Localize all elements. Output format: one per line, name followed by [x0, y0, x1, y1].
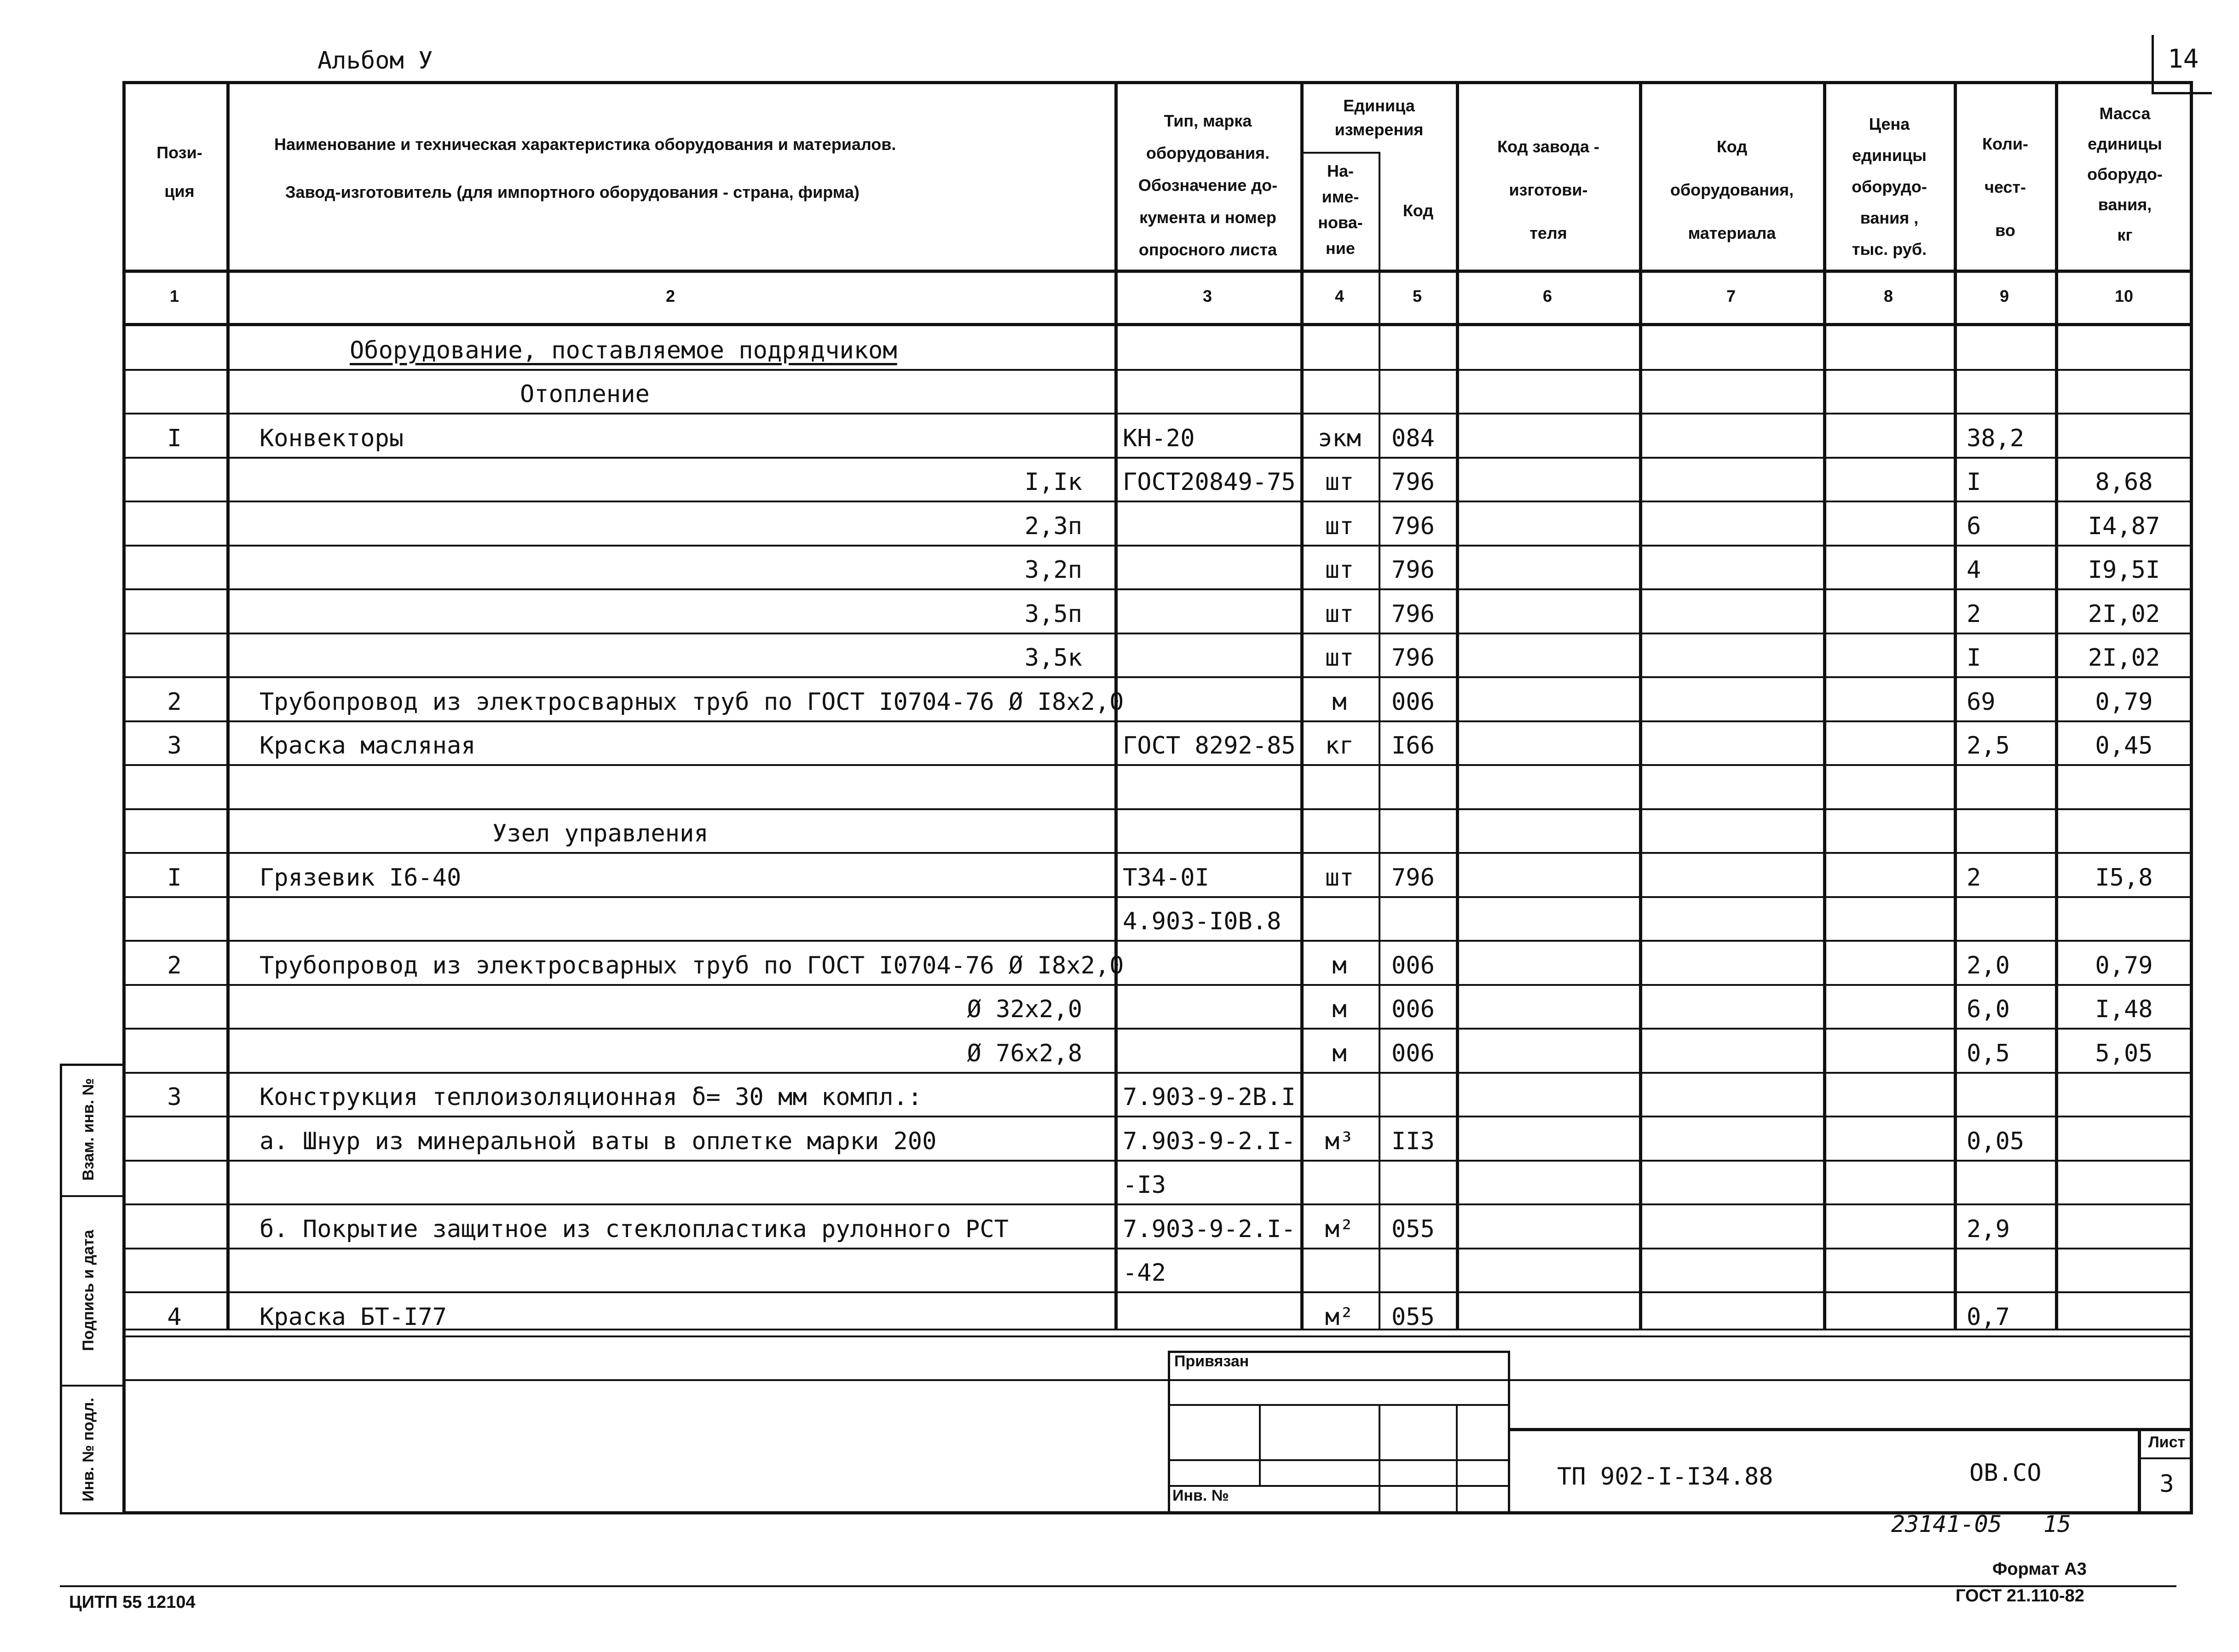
colnum-5: 5	[1412, 287, 1422, 305]
cell-name: Оборудование, поставляемое подрядчиком	[350, 336, 897, 364]
cell-type: 4.903-I0В.8	[1123, 908, 1281, 935]
cell-unit: м	[1332, 688, 1347, 716]
cell-name: Узел управления	[492, 820, 709, 847]
sheet-label: Лист	[2148, 1433, 2186, 1451]
cell-name: Отопление	[520, 380, 650, 408]
sheet-code: ОВ.СО	[1969, 1459, 2042, 1487]
corner-number: 14	[2168, 44, 2199, 74]
cell-code: 796	[1391, 556, 1435, 584]
cell-mass: I,48	[2095, 996, 2153, 1023]
doc-code: ТП 902-I-I34.88	[1557, 1463, 1773, 1491]
side-label-vzam: Взам. инв. №	[80, 1078, 97, 1181]
row-separator	[122, 501, 2193, 502]
cell-code: 006	[1391, 1039, 1435, 1067]
cell-unit: шт	[1325, 863, 1354, 892]
cell-qty: 6	[1967, 512, 1981, 540]
row-separator	[122, 1248, 2193, 1249]
cell-mass: 8,68	[2095, 468, 2153, 496]
header-factory-code: Код завода - изготови- теля	[1497, 137, 1599, 242]
cell-name: 3,2п	[1024, 556, 1082, 584]
header-mass: Масса единицы оборудо- вания, кг	[2087, 104, 2163, 244]
cell-qty: 6,0	[1967, 996, 2010, 1023]
header-quantity: Коли- чест- во	[1982, 134, 2029, 240]
cell-mass: 5,05	[2095, 1039, 2153, 1067]
album-label: Альбом У	[317, 47, 433, 75]
cell-mass: I5,8	[2095, 863, 2153, 892]
row-separator	[122, 720, 2193, 722]
cell-name: Ø 32x2,0	[967, 996, 1082, 1023]
cell-type: КН-20	[1123, 424, 1195, 452]
row-separator	[122, 808, 2193, 810]
header-name-line2: Завод-изготовитель (для импортного оборудования - страна, фирма)	[285, 183, 860, 201]
cell-unit: шт	[1325, 512, 1354, 540]
cell-mass: I4,87	[2088, 512, 2160, 540]
cell-name: Конвекторы	[260, 424, 404, 452]
side-label-podpis: Подпись и дата	[80, 1230, 97, 1351]
row-separator	[122, 1291, 2193, 1293]
cell-type: 7.903-9-2В.I	[1123, 1083, 1296, 1111]
header-price: Цена единицы оборудо- вания , тыс. руб.	[1852, 115, 1927, 259]
cell-code: 055	[1391, 1303, 1435, 1331]
sheet-number: 3	[2159, 1470, 2174, 1498]
cell-pos: 3	[167, 1083, 182, 1111]
cell-name: 2,3п	[1024, 512, 1082, 540]
header-type: Тип, марка оборудования. Обозначение до- кумента и номер опросного листа	[1138, 111, 1278, 259]
cell-qty: 2,5	[1967, 732, 2010, 760]
gost-label: ГОСТ 21.110-82	[1956, 1586, 2084, 1606]
header-unit-name: На- име- нова- ние	[1318, 161, 1363, 258]
cell-name: а. Шнур из минеральной ваты в оплетке марки 200	[260, 1127, 937, 1155]
cell-mass: 0,79	[2095, 688, 2153, 716]
cell-unit: м²	[1325, 1215, 1354, 1243]
cell-qty: I	[1967, 644, 1981, 672]
tsitp-label: ЦИТП 55 12104	[69, 1593, 196, 1612]
format-label: Формат А3	[1992, 1560, 2087, 1579]
cell-type: ГОСТ20849-75	[1123, 468, 1296, 496]
cell-unit: м	[1332, 1039, 1347, 1067]
row-separator	[122, 1379, 2193, 1381]
cell-name: Ø 76x2,8	[967, 1039, 1082, 1067]
side-label-inv-podl: Инв. № подл.	[80, 1398, 97, 1502]
cell-pos: I	[167, 863, 182, 892]
cell-code: 796	[1391, 863, 1435, 892]
cell-qty: 69	[1967, 688, 1996, 716]
colnum-4: 4	[1334, 287, 1345, 305]
cell-qty: 38,2	[1967, 424, 2025, 452]
cell-name: Краска масляная	[260, 732, 476, 760]
cell-type: Т34-0I	[1123, 863, 1209, 892]
cell-code: I66	[1391, 732, 1435, 760]
cell-code: 796	[1391, 468, 1435, 496]
cell-mass: I9,5I	[2088, 556, 2160, 584]
row-separator	[122, 1203, 2193, 1205]
cell-qty: 0,7	[1967, 1303, 2010, 1331]
row-separator	[122, 1072, 2193, 1074]
cell-name: I,Iк	[1024, 468, 1082, 496]
colnum-9: 9	[1999, 287, 2009, 305]
row-separator	[122, 896, 2193, 898]
row-separator	[122, 852, 2193, 854]
row-separator	[122, 1160, 2193, 1162]
cell-code: 006	[1391, 951, 1435, 979]
cell-name: Грязевик I6-40	[260, 863, 462, 892]
cell-code: 055	[1391, 1215, 1435, 1243]
colnum-10: 10	[2114, 287, 2134, 305]
header-position: Пози- ция	[156, 143, 202, 201]
cell-unit: м²	[1325, 1303, 1354, 1331]
cell-qty: 2,9	[1967, 1215, 2010, 1243]
cell-unit: шт	[1325, 556, 1354, 584]
colnum-7: 7	[1726, 287, 1736, 305]
header-equipment-code: Код оборудования, материала	[1670, 137, 1794, 242]
cell-code: 796	[1391, 600, 1435, 628]
cell-code: II3	[1391, 1127, 1435, 1155]
cell-type: 7.903-9-2.I-	[1123, 1127, 1296, 1155]
row-separator	[122, 457, 2193, 459]
cell-code: 796	[1391, 512, 1435, 540]
cell-code: 006	[1391, 996, 1435, 1023]
cell-unit: м³	[1325, 1127, 1354, 1155]
cell-mass: 2I,02	[2088, 644, 2160, 672]
row-separator	[122, 676, 2193, 678]
header-unit-group: Единица измерения	[1334, 96, 1424, 139]
cell-name: Трубопровод из электросварных труб по ГОСТ I0704-76 Ø I8x2,0	[260, 688, 1124, 716]
cell-pos: 3	[167, 732, 182, 760]
cell-qty: 0,05	[1967, 1127, 2025, 1155]
colnum-8: 8	[1883, 287, 1893, 305]
cell-unit: шт	[1325, 600, 1354, 628]
cell-unit: экм	[1318, 424, 1361, 452]
row-separator	[122, 369, 2193, 371]
cell-code: 084	[1391, 424, 1435, 452]
cell-unit: м	[1332, 996, 1347, 1023]
cell-type: ГОСТ 8292-85	[1123, 732, 1296, 760]
row-separator	[122, 588, 2193, 590]
row-separator	[122, 545, 2193, 547]
cell-pos: 4	[167, 1303, 182, 1331]
inv-label: Инв. №	[1172, 1487, 1229, 1504]
cell-mass: 2I,02	[2088, 600, 2160, 628]
cell-unit: шт	[1325, 468, 1354, 496]
cell-name: Конструкция теплоизоляционная δ= 30 мм компл.:	[260, 1083, 923, 1111]
colnum-3: 3	[1202, 287, 1212, 305]
cell-mass: 0,79	[2095, 951, 2153, 979]
row-separator	[122, 984, 2193, 986]
row-separator	[122, 764, 2193, 766]
colnum-6: 6	[1542, 287, 1552, 305]
cell-pos: 2	[167, 951, 182, 979]
cell-unit: кг	[1325, 732, 1354, 760]
cell-qty: 2	[1967, 863, 1981, 892]
header-name-line1: Наименование и техническая характеристика оборудования и материалов.	[274, 135, 896, 154]
cell-qty: 4	[1967, 556, 1981, 584]
row-separator	[122, 1028, 2193, 1030]
cell-qty: I	[1967, 468, 1981, 496]
row-separator	[122, 1335, 2193, 1337]
cell-name: Трубопровод из электросварных труб по ГОСТ I0704-76 Ø I8x2,0	[260, 951, 1124, 979]
cell-name: б. Покрытие защитное из стеклопластика рулонного РСТ	[260, 1215, 1009, 1243]
cell-qty: 2,0	[1967, 951, 2010, 979]
cell-mass: 0,45	[2095, 732, 2153, 760]
cell-name: Краска БТ-I77	[260, 1303, 447, 1331]
header-unit-code: Код	[1402, 201, 1434, 220]
colnum-1: 1	[169, 287, 179, 305]
cell-qty: 0,5	[1967, 1039, 2010, 1067]
cell-unit: м	[1332, 951, 1347, 979]
cell-type: 7.903-9-2.I-	[1123, 1215, 1296, 1243]
cell-code: 796	[1391, 644, 1435, 672]
handwritten-number: 23141-05 15	[1891, 1511, 2072, 1537]
cell-type: -I3	[1123, 1171, 1166, 1199]
cell-code: 006	[1391, 688, 1435, 716]
bound-label: Привязан	[1174, 1353, 1249, 1370]
row-separator	[122, 633, 2193, 634]
cell-qty: 2	[1967, 600, 1981, 628]
cell-type: -42	[1123, 1259, 1166, 1287]
row-separator	[122, 1116, 2193, 1117]
row-separator	[122, 940, 2193, 942]
cell-pos: I	[167, 424, 182, 452]
cell-name: 3,5п	[1024, 600, 1082, 628]
row-separator	[122, 413, 2193, 414]
cell-pos: 2	[167, 688, 182, 716]
cell-name: 3,5к	[1024, 644, 1082, 672]
colnum-2: 2	[665, 287, 675, 305]
cell-unit: шт	[1325, 644, 1354, 672]
